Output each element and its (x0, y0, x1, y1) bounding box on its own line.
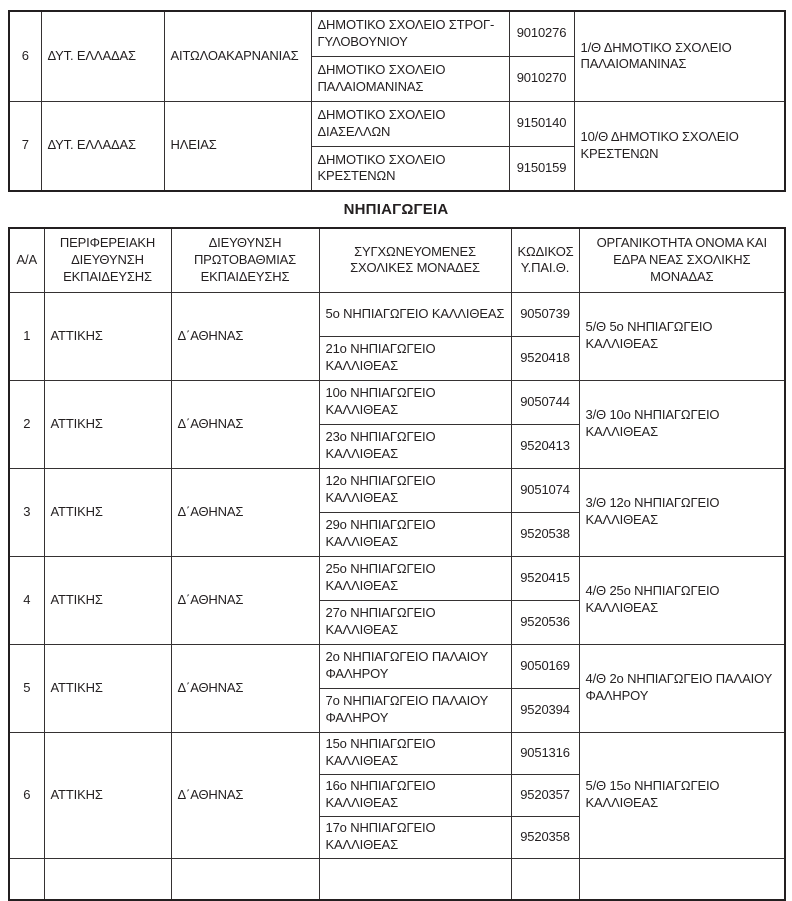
new-school-cell: 4/Θ 25ο ΝΗΠΙΑΓΩΓΕΙΟ ΚΑΛΛΙΘΕΑΣ (579, 556, 785, 644)
school-code-cell: 9520538 (511, 512, 579, 556)
school-code-cell: 9050739 (511, 292, 579, 336)
new-school-cell: 1/Θ ΔΗΜΟΤΙΚΟ ΣΧΟΛΕΙΟ ΠΑΛΑΙΟΜΑΝΙΝΑΣ (574, 11, 785, 101)
column-header-new-school: ΟΡΓΑΝΙΚΟΤΗΤΑ ΟΝΟΜΑ ΚΑΙ ΕΔΡΑ ΝΕΑΣ ΣΧΟΛΙΚΗΣ ΜΟΝΑΔΑΣ (579, 228, 785, 292)
row-index-cell: 6 (9, 11, 41, 101)
column-header-index: Α/Α (9, 228, 44, 292)
directorate-cell: Δ΄ΑΘΗΝΑΣ (171, 732, 319, 858)
table-row (9, 732, 785, 774)
region-cell: ΔΥΤ. ΕΛΛΑΔΑΣ (41, 11, 164, 101)
table-row-partial (9, 858, 785, 900)
school-code-cell: 9051074 (511, 468, 579, 512)
column-header-merged-schools: ΣΥΓΧΩΝΕΥΟΜΕΝΕΣ ΣΧΟΛΙΚΕΣ ΜΟΝΑΔΕΣ (319, 228, 511, 292)
region-cell: ΑΤΤΙΚΗΣ (44, 644, 171, 732)
new-school-cell: 3/Θ 12ο ΝΗΠΙΑΓΩΓΕΙΟ ΚΑΛΛΙΘΕΑΣ (579, 468, 785, 556)
table-row (9, 556, 785, 600)
empty-cell (44, 858, 171, 900)
region-cell: ΔΥΤ. ΕΛΛΑΔΑΣ (41, 101, 164, 191)
school-name-cell: 29ο ΝΗΠΙΑΓΩΓΕΙΟ ΚΑΛΛΙΘΕΑΣ (319, 512, 511, 556)
region-cell: ΑΤΤΙΚΗΣ (44, 556, 171, 644)
school-name-cell: 27ο ΝΗΠΙΑΓΩΓΕΙΟ ΚΑΛΛΙΘΕΑΣ (319, 600, 511, 644)
region-cell: ΑΤΤΙΚΗΣ (44, 732, 171, 858)
header-row (9, 228, 785, 292)
school-name-cell: 16ο ΝΗΠΙΑΓΩΓΕΙΟ ΚΑΛΛΙΘΕΑΣ (319, 774, 511, 816)
region-cell: ΑΤΤΙΚΗΣ (44, 380, 171, 468)
column-header-directorate: ΔΙΕΥΘΥΝΣΗ ΠΡΩΤΟΒΑΘΜΙΑΣ ΕΚΠΑΙΔΕΥΣΗΣ (171, 228, 319, 292)
primary-schools-table (8, 10, 786, 192)
directorate-cell: Δ΄ΑΘΗΝΑΣ (171, 468, 319, 556)
kindergartens-table (8, 227, 786, 901)
school-name-cell: 15ο ΝΗΠΙΑΓΩΓΕΙΟ ΚΑΛΛΙΘΕΑΣ (319, 732, 511, 774)
school-name-cell: 2ο ΝΗΠΙΑΓΩΓΕΙΟ ΠΑΛΑΙΟΥ ΦΑΛΗΡΟΥ (319, 644, 511, 688)
region-cell: ΑΤΤΙΚΗΣ (44, 468, 171, 556)
directorate-cell: Δ΄ΑΘΗΝΑΣ (171, 556, 319, 644)
school-code-cell: 9050169 (511, 644, 579, 688)
directorate-cell: Δ΄ΑΘΗΝΑΣ (171, 380, 319, 468)
row-index-cell: 3 (9, 468, 44, 556)
new-school-cell: 5/Θ 15ο ΝΗΠΙΑΓΩΓΕΙΟ ΚΑΛΛΙΘΕΑΣ (579, 732, 785, 858)
school-name-cell: 23ο ΝΗΠΙΑΓΩΓΕΙΟ ΚΑΛΛΙΘΕΑΣ (319, 424, 511, 468)
school-name-cell: 10ο ΝΗΠΙΑΓΩΓΕΙΟ ΚΑΛΛΙΘΕΑΣ (319, 380, 511, 424)
directorate-cell: Δ΄ΑΘΗΝΑΣ (171, 292, 319, 380)
school-name-cell: ΔΗΜΟΤΙΚΟ ΣΧΟΛΕΙΟ ΚΡΕΣΤΕΝΩΝ (311, 146, 509, 191)
table-row (9, 644, 785, 688)
school-code-cell: 9010270 (509, 56, 574, 101)
new-school-cell: 3/Θ 10ο ΝΗΠΙΑΓΩΓΕΙΟ ΚΑΛΛΙΘΕΑΣ (579, 380, 785, 468)
directorate-cell: Δ΄ΑΘΗΝΑΣ (171, 644, 319, 732)
school-code-cell: 9150159 (509, 146, 574, 191)
school-name-cell: ΔΗΜΟΤΙΚΟ ΣΧΟΛΕΙΟ ΠΑΛΑΙΟΜΑΝΙΝΑΣ (311, 56, 509, 101)
school-name-cell: 25ο ΝΗΠΙΑΓΩΓΕΙΟ ΚΑΛΛΙΘΕΑΣ (319, 556, 511, 600)
column-header-region: ΠΕΡΙΦΕΡΕΙΑΚΗ ΔΙΕΥΘΥΝΣΗ ΕΚΠΑΙΔΕΥΣΗΣ (44, 228, 171, 292)
row-index-cell: 2 (9, 380, 44, 468)
new-school-cell: 10/Θ ΔΗΜΟΤΙΚΟ ΣΧΟΛΕΙΟ ΚΡΕΣΤΕΝΩΝ (574, 101, 785, 191)
row-index-cell: 6 (9, 732, 44, 858)
row-index-cell: 4 (9, 556, 44, 644)
school-code-cell: 9010276 (509, 11, 574, 56)
new-school-cell: 4/Θ 2ο ΝΗΠΙΑΓΩΓΕΙΟ ΠΑΛΑΙΟΥ ΦΑΛΗΡΟΥ (579, 644, 785, 732)
empty-cell (511, 858, 579, 900)
row-index-cell: 7 (9, 101, 41, 191)
school-code-cell: 9520418 (511, 336, 579, 380)
row-index-cell: 1 (9, 292, 44, 380)
row-index-cell: 5 (9, 644, 44, 732)
empty-cell (9, 858, 44, 900)
school-name-cell: 17ο ΝΗΠΙΑΓΩΓΕΙΟ ΚΑΛΛΙΘΕΑΣ (319, 816, 511, 858)
school-name-cell: ΔΗΜΟΤΙΚΟ ΣΧΟΛΕΙΟ ΣΤΡΟΓ-ΓΥΛΟΒΟΥΝΙΟΥ (311, 11, 509, 56)
table-row (9, 468, 785, 512)
school-name-cell: ΔΗΜΟΤΙΚΟ ΣΧΟΛΕΙΟ ΔΙΑΣΕΛΛΩΝ (311, 101, 509, 146)
school-code-cell: 9520413 (511, 424, 579, 468)
school-code-cell: 9520415 (511, 556, 579, 600)
table-row (9, 11, 785, 56)
school-code-cell: 9150140 (509, 101, 574, 146)
table-row (9, 292, 785, 336)
school-code-cell: 9051316 (511, 732, 579, 774)
section-title: ΝΗΠΙΑΓΩΓΕΙΑ (343, 201, 449, 218)
new-school-cell: 5/Θ 5ο ΝΗΠΙΑΓΩΓΕΙΟ ΚΑΛΛΙΘΕΑΣ (579, 292, 785, 380)
school-name-cell: 12ο ΝΗΠΙΑΓΩΓΕΙΟ ΚΑΛΛΙΘΕΑΣ (319, 468, 511, 512)
school-name-cell: 7ο ΝΗΠΙΑΓΩΓΕΙΟ ΠΑΛΑΙΟΥ ΦΑΛΗΡΟΥ (319, 688, 511, 732)
empty-cell (579, 858, 785, 900)
school-code-cell: 9520394 (511, 688, 579, 732)
directorate-cell: ΗΛΕΙΑΣ (164, 101, 311, 191)
table-row (9, 380, 785, 424)
school-code-cell: 9520357 (511, 774, 579, 816)
document-page (8, 10, 784, 901)
empty-cell (319, 858, 511, 900)
school-code-cell: 9520536 (511, 600, 579, 644)
empty-cell (171, 858, 319, 900)
table-row (9, 101, 785, 146)
directorate-cell: ΑΙΤΩΛΟΑΚΑΡΝΑΝΙΑΣ (164, 11, 311, 101)
column-header-code: ΚΩΔΙΚΟΣ Υ.ΠΑΙ.Θ. (511, 228, 579, 292)
region-cell: ΑΤΤΙΚΗΣ (44, 292, 171, 380)
school-name-cell: 5ο ΝΗΠΙΑΓΩΓΕΙΟ ΚΑΛΛΙΘΕΑΣ (319, 292, 511, 336)
school-name-cell: 21ο ΝΗΠΙΑΓΩΓΕΙΟ ΚΑΛΛΙΘΕΑΣ (319, 336, 511, 380)
school-code-cell: 9520358 (511, 816, 579, 858)
school-code-cell: 9050744 (511, 380, 579, 424)
